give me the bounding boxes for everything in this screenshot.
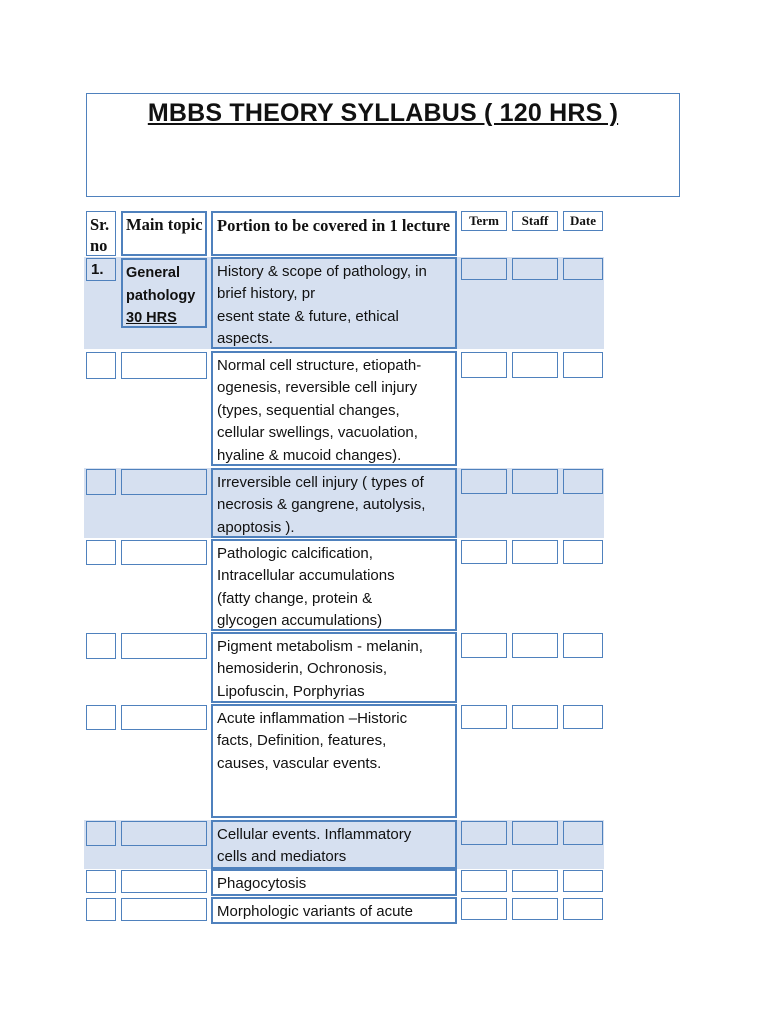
portion-line: apoptosis ). <box>217 518 295 536</box>
sr-no-cell <box>86 633 116 659</box>
date-box <box>563 705 603 729</box>
date-box <box>563 540 603 564</box>
term-box <box>461 258 507 280</box>
staff-box <box>512 540 558 564</box>
date-box <box>563 898 603 920</box>
portion-cell <box>211 820 457 869</box>
portion-line: Pigment metabolism - melanin, <box>217 638 423 655</box>
date-box <box>563 870 603 892</box>
term-box <box>461 469 507 494</box>
portion-line: History & scope of pathology, in <box>217 263 427 280</box>
main-topic-cell <box>121 540 207 565</box>
staff-box <box>512 705 558 729</box>
date-box <box>563 821 603 845</box>
sr-no-cell <box>86 352 116 379</box>
header-main-topic-label: Main topic <box>126 215 203 234</box>
portion-line: hemosiderin, Ochronosis, <box>217 660 388 678</box>
portion-cell <box>211 539 457 631</box>
header-main-topic <box>121 211 207 256</box>
main-topic-cell <box>121 633 207 659</box>
portion-cell <box>211 632 457 703</box>
term-box <box>461 870 507 892</box>
staff-box <box>512 258 558 280</box>
portion-line: (fatty change, protein & <box>217 589 373 607</box>
main-topic-cell <box>121 821 207 846</box>
sr-no-cell <box>86 705 116 730</box>
portion-cell <box>211 468 457 538</box>
main-topic-cell <box>121 469 207 495</box>
portion-line: esent state & future, ethical <box>217 307 399 325</box>
header-term-label: Term <box>469 213 499 228</box>
term-box <box>461 633 507 658</box>
term-box <box>461 352 507 378</box>
portion-cell <box>211 351 457 466</box>
term-box <box>461 821 507 845</box>
portion-line: cellular swellings, vacuolation, <box>217 424 418 442</box>
portion-cell <box>211 897 457 924</box>
portion-line: brief history, pr <box>217 285 316 303</box>
main-topic-cell <box>121 258 207 328</box>
portion-line: facts, Definition, features, <box>217 732 387 750</box>
portion-line: (types, sequential changes, <box>217 401 400 419</box>
main-topic-cell <box>121 352 207 379</box>
header-sr-no <box>86 211 116 256</box>
main-topic-cell <box>121 870 207 893</box>
portion-line: Normal cell structure, etiopath- <box>217 357 422 374</box>
portion-cell <box>211 257 457 349</box>
staff-box <box>512 870 558 892</box>
portion-line: glycogen accumulations) <box>217 612 383 630</box>
portion-line: Phagocytosis <box>217 875 307 892</box>
portion-line: Cellular events. Inflammatory <box>217 826 412 843</box>
portion-line: Morphologic variants of acute <box>217 903 413 920</box>
sr-no-cell <box>86 469 116 495</box>
main-topic-cell <box>121 898 207 921</box>
staff-box <box>512 898 558 920</box>
portion-line: ogenesis, reversible cell injury <box>217 379 418 397</box>
header-sr-no-label: Sr. no <box>90 215 110 255</box>
sr-no-cell <box>86 870 116 893</box>
date-box <box>563 633 603 658</box>
staff-box <box>512 633 558 658</box>
main-topic-name: General pathology <box>126 265 196 304</box>
header-portion <box>211 211 457 256</box>
sr-no-cell <box>86 540 116 565</box>
main-topic-hours: 30 HRS <box>126 310 177 326</box>
portion-line: causes, vascular events. <box>217 754 382 772</box>
term-box <box>461 540 507 564</box>
header-date-label: Date <box>570 213 596 228</box>
term-box <box>461 898 507 920</box>
header-staff-label: Staff <box>521 213 549 228</box>
header-portion-label: Portion to be covered in 1 lecture <box>217 216 451 235</box>
main-topic-cell <box>121 705 207 730</box>
staff-box <box>512 469 558 494</box>
sr-no-cell <box>86 821 116 846</box>
portion-line: hyaline & mucoid changes). <box>217 446 402 464</box>
date-box <box>563 352 603 378</box>
portion-line: Acute inflammation –Historic <box>217 710 408 727</box>
page-title: MBBS THEORY SYLLABUS ( 120 HRS ) <box>147 99 619 127</box>
date-box <box>563 258 603 280</box>
date-box <box>563 469 603 494</box>
header-term <box>461 211 507 231</box>
sr-no-value: 1. <box>91 261 104 278</box>
staff-box <box>512 821 558 845</box>
title-box <box>86 93 680 197</box>
portion-line: aspects. <box>217 330 273 348</box>
portion-cell <box>211 704 457 818</box>
staff-box <box>512 352 558 378</box>
portion-line: Pathologic calcification, <box>217 545 373 562</box>
portion-line: Irreversible cell injury ( types of <box>217 474 424 491</box>
portion-line: Lipofuscin, Porphyrias <box>217 682 365 700</box>
term-box <box>461 705 507 729</box>
portion-line: necrosis & gangrene, autolysis, <box>217 496 426 514</box>
portion-line: cells and mediators <box>217 848 347 866</box>
header-staff <box>512 211 558 231</box>
sr-no-cell <box>86 258 116 281</box>
portion-line: Intracellular accumulations <box>217 567 395 585</box>
header-date <box>563 211 603 231</box>
portion-cell <box>211 869 457 896</box>
sr-no-cell <box>86 898 116 921</box>
